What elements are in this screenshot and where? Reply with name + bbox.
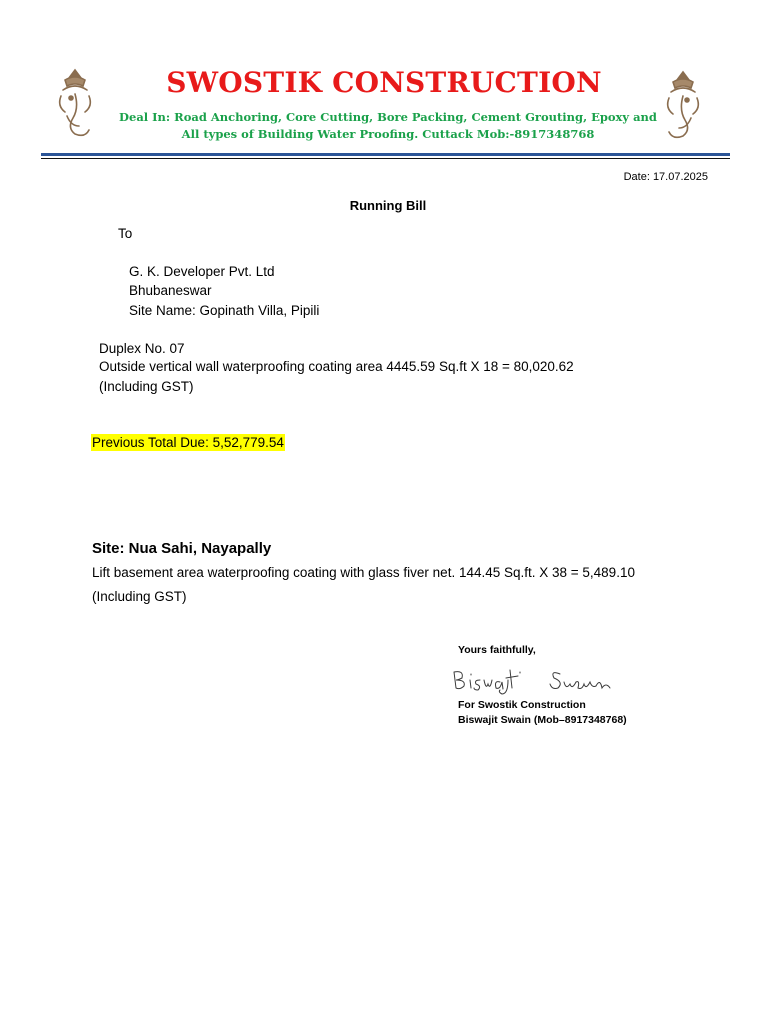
closing-text: Yours faithfully, [458, 644, 536, 656]
site-heading: Site: Nua Sahi, Nayapally [92, 540, 272, 557]
duplex-line: Duplex No. 07 [99, 341, 185, 356]
to-label: To [118, 226, 133, 241]
address-line: Bhubaneswar [129, 283, 212, 298]
bill-title: Running Bill [349, 198, 427, 213]
bill-date: Date: 17.07.2025 [623, 171, 708, 183]
address-line: Site Name: Gopinath Villa, Pipili [129, 303, 320, 318]
company-tagline-line-1: Deal In: Road Anchoring, Core Cutting, Bore Packing, Cement Grouting, Epoxy and [119, 110, 657, 124]
company-tagline-line-2: All types of Building Water Proofing. Cuttack Mob:-8917348768 [181, 127, 595, 141]
signoff-company: For Swostik Construction [458, 699, 586, 711]
previous-total-due: Previous Total Due: 5,52,779.54 [92, 435, 284, 450]
duplex-line: (Including GST) [99, 379, 194, 394]
header-divider-thick [41, 153, 730, 156]
signer-name: Biswajit Swain (Mob–8917348768) [458, 714, 627, 726]
header-divider-thin [41, 158, 730, 159]
handwritten-signature [450, 660, 630, 696]
address-line: G. K. Developer Pvt. Ltd [129, 264, 275, 279]
company-name: SWOSTIK CONSTRUCTION [166, 66, 602, 99]
site-work-line: Lift basement area waterproofing coating with glass fiver net. 144.45 Sq.ft. X 38 = 5,489.10 [92, 565, 635, 580]
duplex-line: Outside vertical wall waterproofing coating area 4445.59 Sq.ft X 18 = 80,020.62 [99, 359, 574, 374]
site-work-line: (Including GST) [92, 589, 187, 604]
